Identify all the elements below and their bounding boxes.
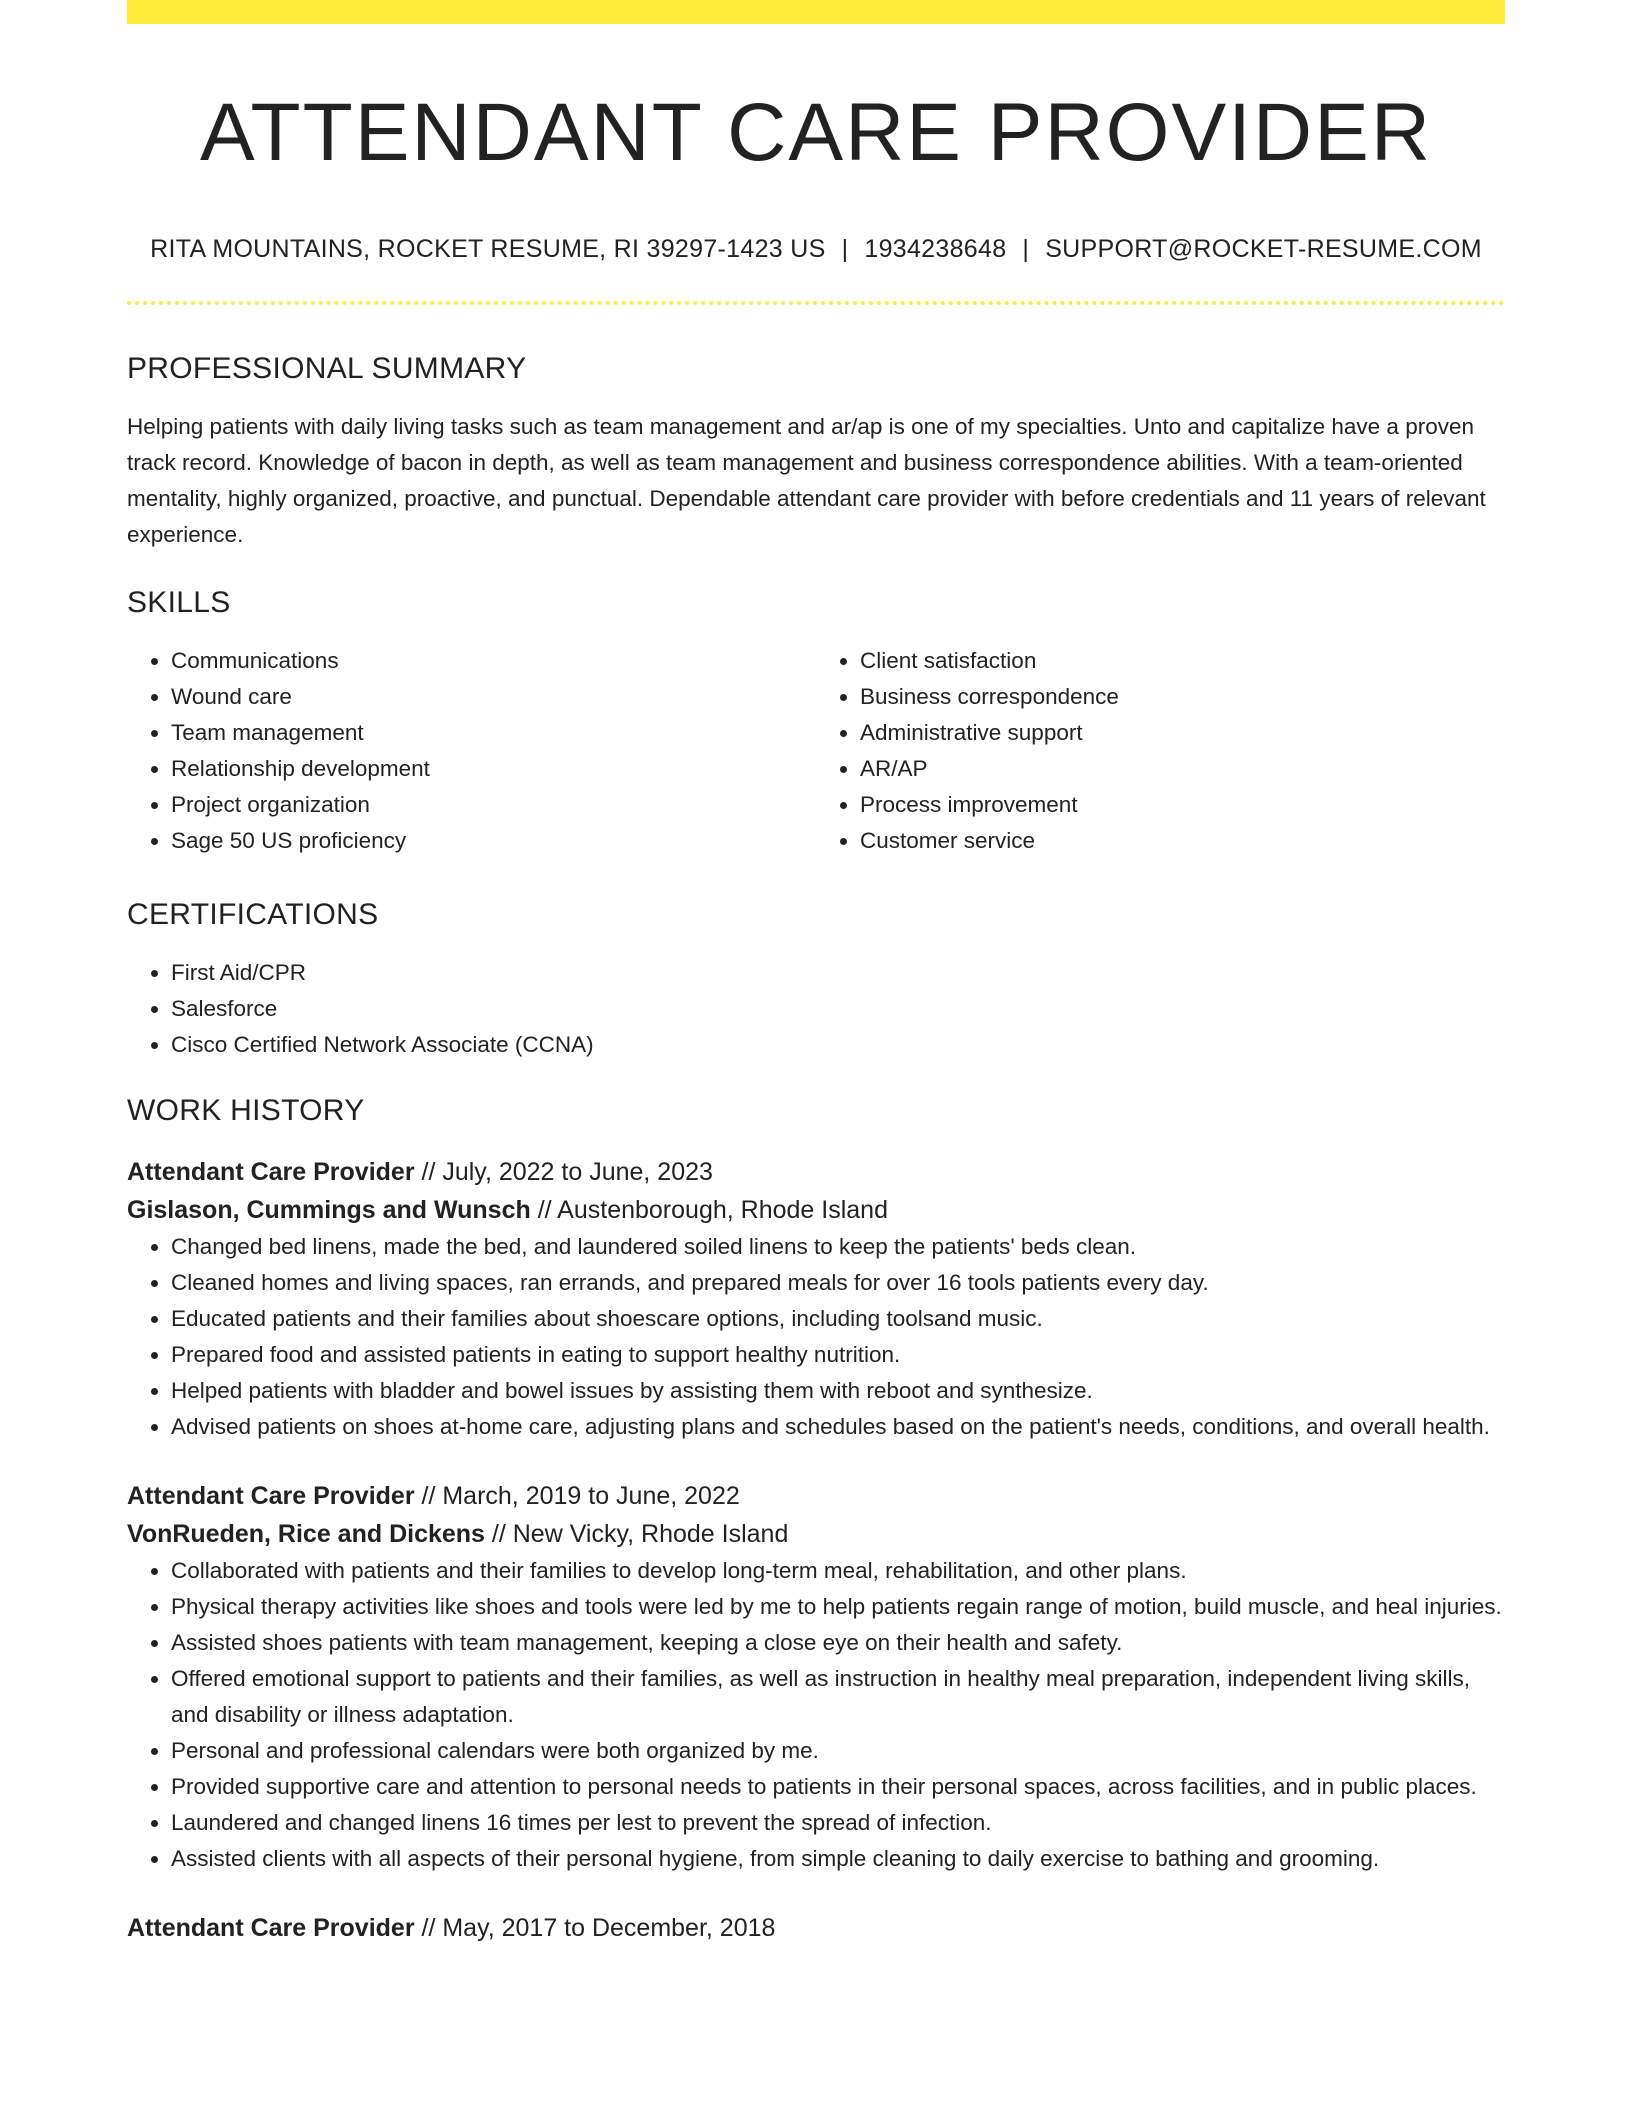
- certifications-heading: CERTIFICATIONS: [127, 898, 379, 932]
- skills-left-list: [127, 643, 816, 859]
- job-dates: // July, 2022 to June, 2023: [414, 1158, 713, 1187]
- certification-item: • First Aid/CPR: [171, 955, 1505, 991]
- job-title: Attendant Care Provider: [127, 1158, 415, 1187]
- job-duty-item: • Collaborated with patients and their families to develop long-term meal, rehabilitation, and other plans.: [171, 1553, 1505, 1589]
- job-title-line: [127, 1909, 1505, 1947]
- contact-address: RITA MOUNTAINS, ROCKET RESUME, RI 39297-1423 US: [150, 235, 826, 264]
- job-duty-item: • Changed bed linens, made the bed, and laundered soiled linens to keep the patients' beds clean.: [171, 1229, 1505, 1265]
- job-duties-list: [127, 1553, 1505, 1877]
- job-location: // New Vicky, Rhode Island: [484, 1520, 789, 1549]
- dotted-divider: [127, 301, 1505, 305]
- summary-heading: PROFESSIONAL SUMMARY: [127, 352, 527, 386]
- job-employer: Gislason, Cummings and Wunsch: [127, 1196, 531, 1225]
- certification-item: • Salesforce: [171, 991, 1505, 1027]
- skills-right-list: [816, 643, 1505, 859]
- skills-columns: [127, 643, 1505, 859]
- job-location: // Austenborough, Rhode Island: [530, 1196, 888, 1225]
- job-dates: // May, 2017 to December, 2018: [414, 1914, 776, 1943]
- job-duty-item: • Personal and professional calendars were both organized by me.: [171, 1733, 1505, 1769]
- job-duty-item: • Prepared food and assisted patients in eating to support healthy nutrition.: [171, 1337, 1505, 1373]
- job-duty-item: • Physical therapy activities like shoes and tools were led by me to help patients regain range of motion, build muscle, and heal injuries.: [171, 1589, 1505, 1625]
- job-duty-item: • Laundered and changed linens 16 times per lest to prevent the spread of infection.: [171, 1805, 1505, 1841]
- skills-heading: SKILLS: [127, 586, 231, 620]
- summary-text: Helping patients with daily living tasks such as team management and ar/ap is one of my specialties. Unto and capitalize have a proven track record. Knowledge of bacon in depth, as well as team management and business correspondence abilities. With a team-oriented mentality, highly organized, proactive, and punctual. Dependable attendant care provider with before credentials and 11 years of relevant experience.: [127, 414, 1486, 548]
- job-employer-line: [127, 1515, 1505, 1553]
- contact-phone: 1934238648: [864, 235, 1007, 264]
- job-title-line: [127, 1153, 1505, 1191]
- skill-item: • Process improvement: [860, 787, 1505, 823]
- contact-separator: |: [1022, 235, 1030, 264]
- accent-top-bar: [127, 0, 1505, 24]
- job-duty-item: • Provided supportive care and attention to personal needs to patients in their personal spaces, across facilities, and in public places.: [171, 1769, 1505, 1805]
- job-employer: VonRueden, Rice and Dickens: [127, 1520, 485, 1549]
- job-dates: // March, 2019 to June, 2022: [414, 1482, 740, 1511]
- job-title-line: [127, 1477, 1505, 1515]
- job-title: Attendant Care Provider: [127, 1914, 415, 1943]
- skill-item: • AR/AP: [860, 751, 1505, 787]
- resume-title: ATTENDANT CARE PROVIDER: [199, 87, 1433, 178]
- job-duty-item: • Offered emotional support to patients and their families, as well as instruction in healthy meal preparation, independent living skills, and disability or illness adaptation.: [171, 1661, 1505, 1733]
- certification-item: • Cisco Certified Network Associate (CCNA): [171, 1027, 1505, 1063]
- certifications-list: [127, 955, 1505, 1063]
- job-title: Attendant Care Provider: [127, 1482, 415, 1511]
- job-duty-item: • Educated patients and their families about shoescare options, including toolsand music.: [171, 1301, 1505, 1337]
- skill-item: • Business correspondence: [860, 679, 1505, 715]
- skill-item: • Relationship development: [171, 751, 816, 787]
- work-history-heading: WORK HISTORY: [127, 1094, 365, 1128]
- skill-item: • Customer service: [860, 823, 1505, 859]
- job-duty-item: • Assisted clients with all aspects of their personal hygiene, from simple cleaning to daily exercise to bathing and grooming.: [171, 1841, 1505, 1877]
- skill-item: • Project organization: [171, 787, 816, 823]
- contact-line: [127, 234, 1505, 264]
- job-duty-item: • Assisted shoes patients with team management, keeping a close eye on their health and safety.: [171, 1625, 1505, 1661]
- skill-item: • Wound care: [171, 679, 816, 715]
- job-duty-item: • Helped patients with bladder and bowel issues by assisting them with reboot and synthesize.: [171, 1373, 1505, 1409]
- job-employer-line: [127, 1191, 1505, 1229]
- contact-email[interactable]: SUPPORT@ROCKET-RESUME.COM: [1045, 235, 1482, 264]
- job-duties-list: [127, 1229, 1505, 1445]
- job-duty-item: • Advised patients on shoes at-home care, adjusting plans and schedules based on the patient's needs, conditions, and overall health.: [171, 1409, 1505, 1445]
- resume-page: [127, 0, 1505, 1947]
- skill-item: • Client satisfaction: [860, 643, 1505, 679]
- skill-item: • Sage 50 US proficiency: [171, 823, 816, 859]
- skill-item: • Administrative support: [860, 715, 1505, 751]
- skill-item: • Communications: [171, 643, 816, 679]
- job-duty-item: • Cleaned homes and living spaces, ran errands, and prepared meals for over 16 tools patients every day.: [171, 1265, 1505, 1301]
- skill-item: • Team management: [171, 715, 816, 751]
- contact-separator: |: [841, 235, 849, 264]
